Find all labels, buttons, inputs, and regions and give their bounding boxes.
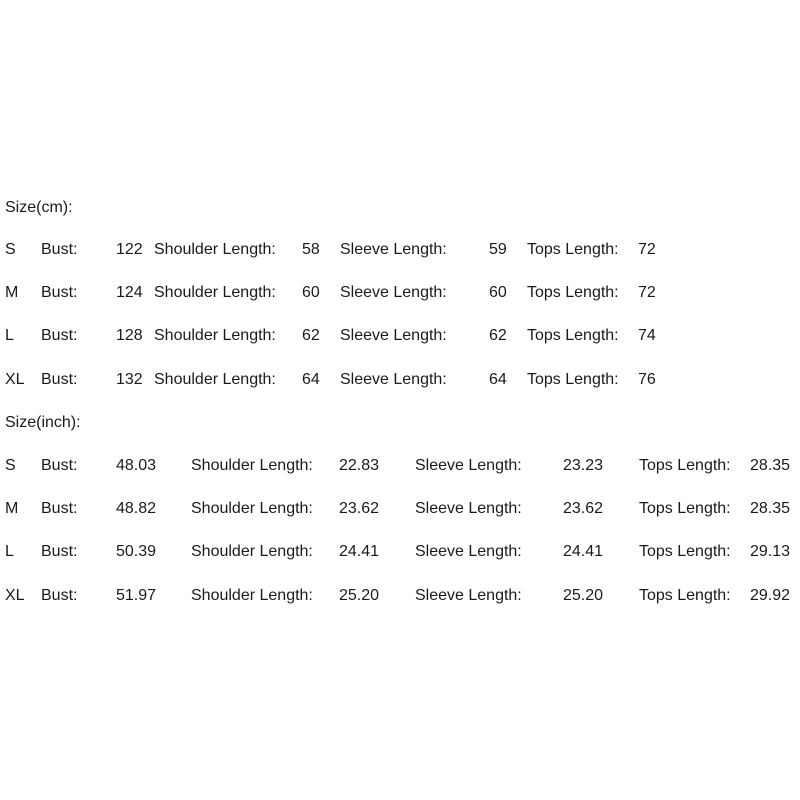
shoulder-length-label: Shoulder Length: [154,327,276,344]
shoulder-length-label: Shoulder Length: [191,587,313,604]
size-label: XL [5,371,25,388]
shoulder-length-value: 24.41 [339,543,380,560]
bust-value: 128 [116,327,143,344]
sleeve-length-value: 59 [489,241,507,258]
bust-value: 50.39 [116,543,157,560]
sleeve-length-value: 23.62 [563,500,604,517]
size-row-l [0,542,800,562]
size-label: M [5,284,19,301]
sleeve-length-value: 24.41 [563,543,604,560]
size-row-s [0,240,800,260]
tops-length-value: 76 [638,371,656,388]
tops-length-value: 74 [638,327,656,344]
shoulder-length-label: Shoulder Length: [191,500,313,517]
shoulder-length-label: Shoulder Length: [154,284,276,301]
tops-length-label: Tops Length: [527,371,619,388]
sleeve-length-label: Sleeve Length: [415,500,522,517]
size-row-l [0,326,800,346]
size-label: M [5,500,19,517]
tops-length-value: 29.92 [750,587,791,604]
bust-label: Bust: [41,241,78,258]
bust-label: Bust: [41,327,78,344]
bust-value: 48.03 [116,457,157,474]
sleeve-length-label: Sleeve Length: [340,371,447,388]
shoulder-length-value: 23.62 [339,500,380,517]
size-row-s [0,456,800,476]
tops-length-label: Tops Length: [639,500,731,517]
sleeve-length-value: 64 [489,371,507,388]
size-inch-heading: Size(inch): [5,414,81,431]
size-row-m [0,499,800,519]
size-row-m [0,283,800,303]
tops-length-label: Tops Length: [527,284,619,301]
tops-length-value: 28.35 [750,457,791,474]
size-label: S [5,241,16,258]
shoulder-length-value: 22.83 [339,457,380,474]
tops-length-label: Tops Length: [639,587,731,604]
tops-length-label: Tops Length: [527,241,619,258]
size-label: S [5,457,16,474]
tops-length-value: 28.35 [750,500,791,517]
size-row-xl [0,586,800,606]
bust-value: 132 [116,371,143,388]
sleeve-length-value: 25.20 [563,587,604,604]
shoulder-length-label: Shoulder Length: [154,241,276,258]
size-label: XL [5,587,25,604]
sleeve-length-value: 62 [489,327,507,344]
sleeve-length-label: Sleeve Length: [340,284,447,301]
bust-value: 51.97 [116,587,157,604]
size-cm-heading: Size(cm): [5,199,73,216]
sleeve-length-label: Sleeve Length: [415,587,522,604]
shoulder-length-value: 62 [302,327,320,344]
bust-value: 48.82 [116,500,157,517]
bust-value: 124 [116,284,143,301]
tops-length-label: Tops Length: [639,457,731,474]
tops-length-value: 72 [638,241,656,258]
bust-value: 122 [116,241,143,258]
shoulder-length-value: 25.20 [339,587,380,604]
shoulder-length-label: Shoulder Length: [191,543,313,560]
size-label: L [5,543,14,560]
sleeve-length-label: Sleeve Length: [415,543,522,560]
bust-label: Bust: [41,371,78,388]
bust-label: Bust: [41,587,78,604]
tops-length-label: Tops Length: [639,543,731,560]
shoulder-length-value: 64 [302,371,320,388]
bust-label: Bust: [41,457,78,474]
shoulder-length-value: 60 [302,284,320,301]
tops-length-value: 29.13 [750,543,791,560]
bust-label: Bust: [41,500,78,517]
bust-label: Bust: [41,284,78,301]
sleeve-length-value: 60 [489,284,507,301]
tops-length-label: Tops Length: [527,327,619,344]
sleeve-length-label: Sleeve Length: [340,327,447,344]
bust-label: Bust: [41,543,78,560]
sleeve-length-value: 23.23 [563,457,604,474]
shoulder-length-label: Shoulder Length: [154,371,276,388]
shoulder-length-value: 58 [302,241,320,258]
size-label: L [5,327,14,344]
shoulder-length-label: Shoulder Length: [191,457,313,474]
tops-length-value: 72 [638,284,656,301]
sleeve-length-label: Sleeve Length: [415,457,522,474]
sleeve-length-label: Sleeve Length: [340,241,447,258]
size-row-xl [0,370,800,390]
